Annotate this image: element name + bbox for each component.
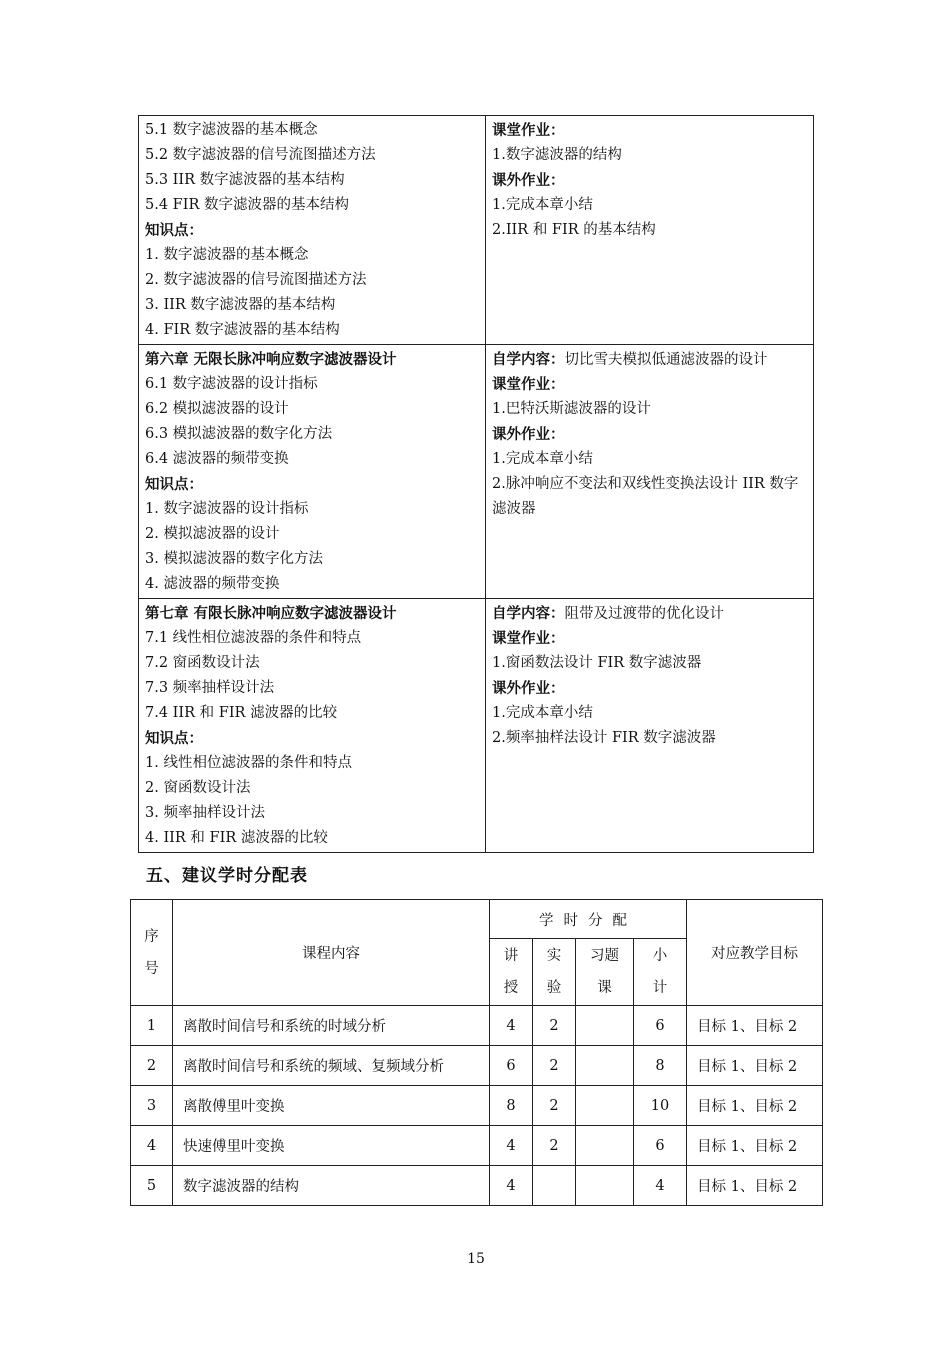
syllabus-line: 6.2 模拟滤波器的设计 (145, 401, 289, 417)
assignment-line (492, 143, 807, 168)
seq-cell: 4 (131, 1126, 173, 1166)
assignment-line (492, 726, 807, 751)
table-row (131, 1046, 823, 1086)
syllabus-assignment-cell (486, 345, 814, 599)
syllabus-line: 5.3 IIR 数字滤波器的基本结构 (145, 172, 345, 188)
syllabus-line: 6.3 模拟滤波器的数字化方法 (145, 426, 333, 442)
lecture-header-bottom: 授 (503, 980, 519, 996)
exercise-header (576, 939, 634, 1006)
syllabus-content-cell (139, 345, 486, 599)
assignment-line (492, 447, 807, 472)
table-row (131, 1166, 823, 1206)
syllabus-line: 3. 频率抽样设计法 (145, 805, 265, 821)
syllabus-line: 3. 模拟滤波器的数字化方法 (145, 551, 323, 567)
assignment-label: 课外作业： (492, 172, 565, 189)
exercise-header-bottom: 课 (597, 980, 612, 996)
hours-table (130, 899, 823, 1206)
assignment-text: 1.巴特沃斯滤波器的设计 (492, 401, 651, 417)
content-cell: 快速傅里叶变换 (173, 1126, 490, 1166)
subtotal-cell: 6 (634, 1126, 687, 1166)
seq-header (131, 900, 173, 1006)
lab-cell: 2 (533, 1126, 576, 1166)
assignment-text: 阻带及过渡带的优化设计 (564, 606, 724, 622)
assignment-label: 自学内容： (492, 351, 565, 368)
assignment-label: 课堂作业： (492, 122, 565, 139)
syllabus-content-cell (139, 116, 486, 345)
syllabus-line: 3. IIR 数字滤波器的基本结构 (145, 297, 336, 313)
syllabus-heading: 知识点： (145, 730, 203, 747)
lecture-header (490, 939, 533, 1006)
assignment-text: 1.完成本章小结 (492, 197, 593, 213)
goal-cell: 目标 1、目标 2 (687, 1006, 823, 1046)
syllabus-assignment-cell (486, 599, 814, 853)
assignment-text: 1.完成本章小结 (492, 705, 593, 721)
assignment-line (492, 347, 807, 372)
content-cell: 离散时间信号和系统的频域、复频域分析 (173, 1046, 490, 1086)
syllabus-line: 6.4 滤波器的频带变换 (145, 451, 289, 467)
syllabus-line: 5.1 数字滤波器的基本概念 (145, 122, 318, 138)
lab-header-top: 实 (546, 948, 562, 964)
assignment-text: 1.数字滤波器的结构 (492, 147, 622, 163)
seq-cell: 5 (131, 1166, 173, 1206)
exercise-cell (576, 1086, 634, 1126)
syllabus-heading: 第六章 无限长脉冲响应数字滤波器设计 (145, 351, 397, 368)
syllabus-line: 1. 数字滤波器的设计指标 (145, 501, 309, 517)
content-cell: 数字滤波器的结构 (173, 1166, 490, 1206)
assignment-text: 2.频率抽样法设计 FIR 数字滤波器 (492, 730, 716, 746)
lecture-cell: 4 (490, 1006, 533, 1046)
assignment-line (492, 701, 807, 726)
exercise-cell (576, 1046, 634, 1086)
lab-cell: 2 (533, 1046, 576, 1086)
table-row (131, 1086, 823, 1126)
section-title: 五、建议学时分配表 (146, 866, 308, 886)
assignment-line (492, 397, 807, 422)
assignment-line (492, 422, 807, 447)
subtotal-cell: 4 (634, 1166, 687, 1206)
syllabus-line: 6.1 数字滤波器的设计指标 (145, 376, 318, 392)
syllabus-body (139, 116, 814, 853)
syllabus-line: 4. 滤波器的频带变换 (145, 576, 280, 592)
subtotal-cell: 6 (634, 1006, 687, 1046)
syllabus-line: 1. 线性相位滤波器的条件和特点 (145, 755, 352, 771)
seq-header-top: 序 (144, 928, 159, 945)
lecture-cell: 8 (490, 1086, 533, 1126)
subtotal-header (634, 939, 687, 1006)
assignment-label: 课外作业： (492, 680, 565, 697)
syllabus-row (139, 599, 814, 853)
assignment-text: 2.脉冲响应不变法和双线性变换法设计 IIR 数字滤波器 (492, 476, 799, 517)
hours-group-label: 学时分配 (539, 912, 637, 929)
subtotal-header-bottom: 计 (652, 980, 668, 996)
assignment-label: 自学内容： (492, 605, 565, 622)
lecture-header-top: 讲 (503, 948, 519, 964)
goal-cell: 目标 1、目标 2 (687, 1086, 823, 1126)
syllabus-line: 7.2 窗函数设计法 (145, 655, 260, 671)
syllabus-line: 2. 数字滤波器的信号流图描述方法 (145, 272, 367, 288)
syllabus-line: 5.2 数字滤波器的信号流图描述方法 (145, 147, 376, 163)
assignment-line (492, 472, 807, 522)
assignment-line (492, 626, 807, 651)
syllabus-heading: 知识点： (145, 222, 203, 239)
table-row (131, 1126, 823, 1166)
assignment-line (492, 601, 807, 626)
syllabus-row (139, 116, 814, 345)
table-row (131, 1006, 823, 1046)
hours-body (131, 900, 823, 1206)
assignment-label: 课堂作业： (492, 630, 565, 647)
lab-cell (533, 1166, 576, 1206)
exercise-header-top: 习题 (590, 948, 619, 964)
assignment-line (492, 168, 807, 193)
subtotal-cell: 10 (634, 1086, 687, 1126)
syllabus-line: 4. IIR 和 FIR 滤波器的比较 (145, 830, 328, 846)
syllabus-heading: 第七章 有限长脉冲响应数字滤波器设计 (145, 605, 397, 622)
syllabus-content-cell (139, 599, 486, 853)
seq-cell: 1 (131, 1006, 173, 1046)
assignment-label: 课外作业： (492, 426, 565, 443)
lab-header-bottom: 验 (546, 980, 562, 996)
syllabus-assignment-cell (486, 116, 814, 345)
syllabus-line: 5.4 FIR 数字滤波器的基本结构 (145, 197, 349, 213)
syllabus-table (138, 115, 814, 853)
seq-cell: 2 (131, 1046, 173, 1086)
assignment-line (492, 193, 807, 218)
assignment-line (492, 676, 807, 701)
exercise-cell (576, 1166, 634, 1206)
content-cell: 离散时间信号和系统的时域分析 (173, 1006, 490, 1046)
syllabus-line: 1. 数字滤波器的基本概念 (145, 247, 309, 263)
seq-header-bottom: 号 (144, 960, 159, 977)
assignment-line (492, 651, 807, 676)
syllabus-line: 2. 模拟滤波器的设计 (145, 526, 280, 542)
subtotal-header-top: 小 (652, 948, 668, 964)
syllabus-line: 4. FIR 数字滤波器的基本结构 (145, 322, 340, 338)
syllabus-line: 7.4 IIR 和 FIR 滤波器的比较 (145, 705, 338, 721)
assignment-text: 1.窗函数法设计 FIR 数字滤波器 (492, 655, 702, 671)
goal-cell: 目标 1、目标 2 (687, 1046, 823, 1086)
content-header: 课程内容 (173, 900, 490, 1006)
goal-header: 对应教学目标 (687, 900, 823, 1006)
assignment-line (492, 372, 807, 397)
lab-cell: 2 (533, 1006, 576, 1046)
page-number: 15 (467, 1251, 485, 1267)
subtotal-cell: 8 (634, 1046, 687, 1086)
exercise-cell (576, 1006, 634, 1046)
lab-header (533, 939, 576, 1006)
syllabus-line: 7.1 线性相位滤波器的条件和特点 (145, 630, 362, 646)
lab-cell: 2 (533, 1086, 576, 1126)
assignment-text: 切比雪夫模拟低通滤波器的设计 (564, 352, 768, 368)
syllabus-line: 7.3 频率抽样设计法 (145, 680, 275, 696)
assignment-text: 1.完成本章小结 (492, 451, 593, 467)
exercise-cell (576, 1126, 634, 1166)
syllabus-heading: 知识点： (145, 476, 203, 493)
syllabus-row (139, 345, 814, 599)
content-cell: 离散傅里叶变换 (173, 1086, 490, 1126)
goal-cell: 目标 1、目标 2 (687, 1126, 823, 1166)
assignment-label: 课堂作业： (492, 376, 565, 393)
seq-cell: 3 (131, 1086, 173, 1126)
lecture-cell: 4 (490, 1166, 533, 1206)
syllabus-line: 2. 窗函数设计法 (145, 780, 251, 796)
hours-header-row-1 (131, 900, 823, 939)
assignment-line (492, 218, 807, 243)
goal-cell: 目标 1、目标 2 (687, 1166, 823, 1206)
assignment-line (492, 118, 807, 143)
assignment-text: 2.IIR 和 FIR 的基本结构 (492, 222, 656, 238)
lecture-cell: 4 (490, 1126, 533, 1166)
lecture-cell: 6 (490, 1046, 533, 1086)
hours-group-header (490, 900, 687, 939)
